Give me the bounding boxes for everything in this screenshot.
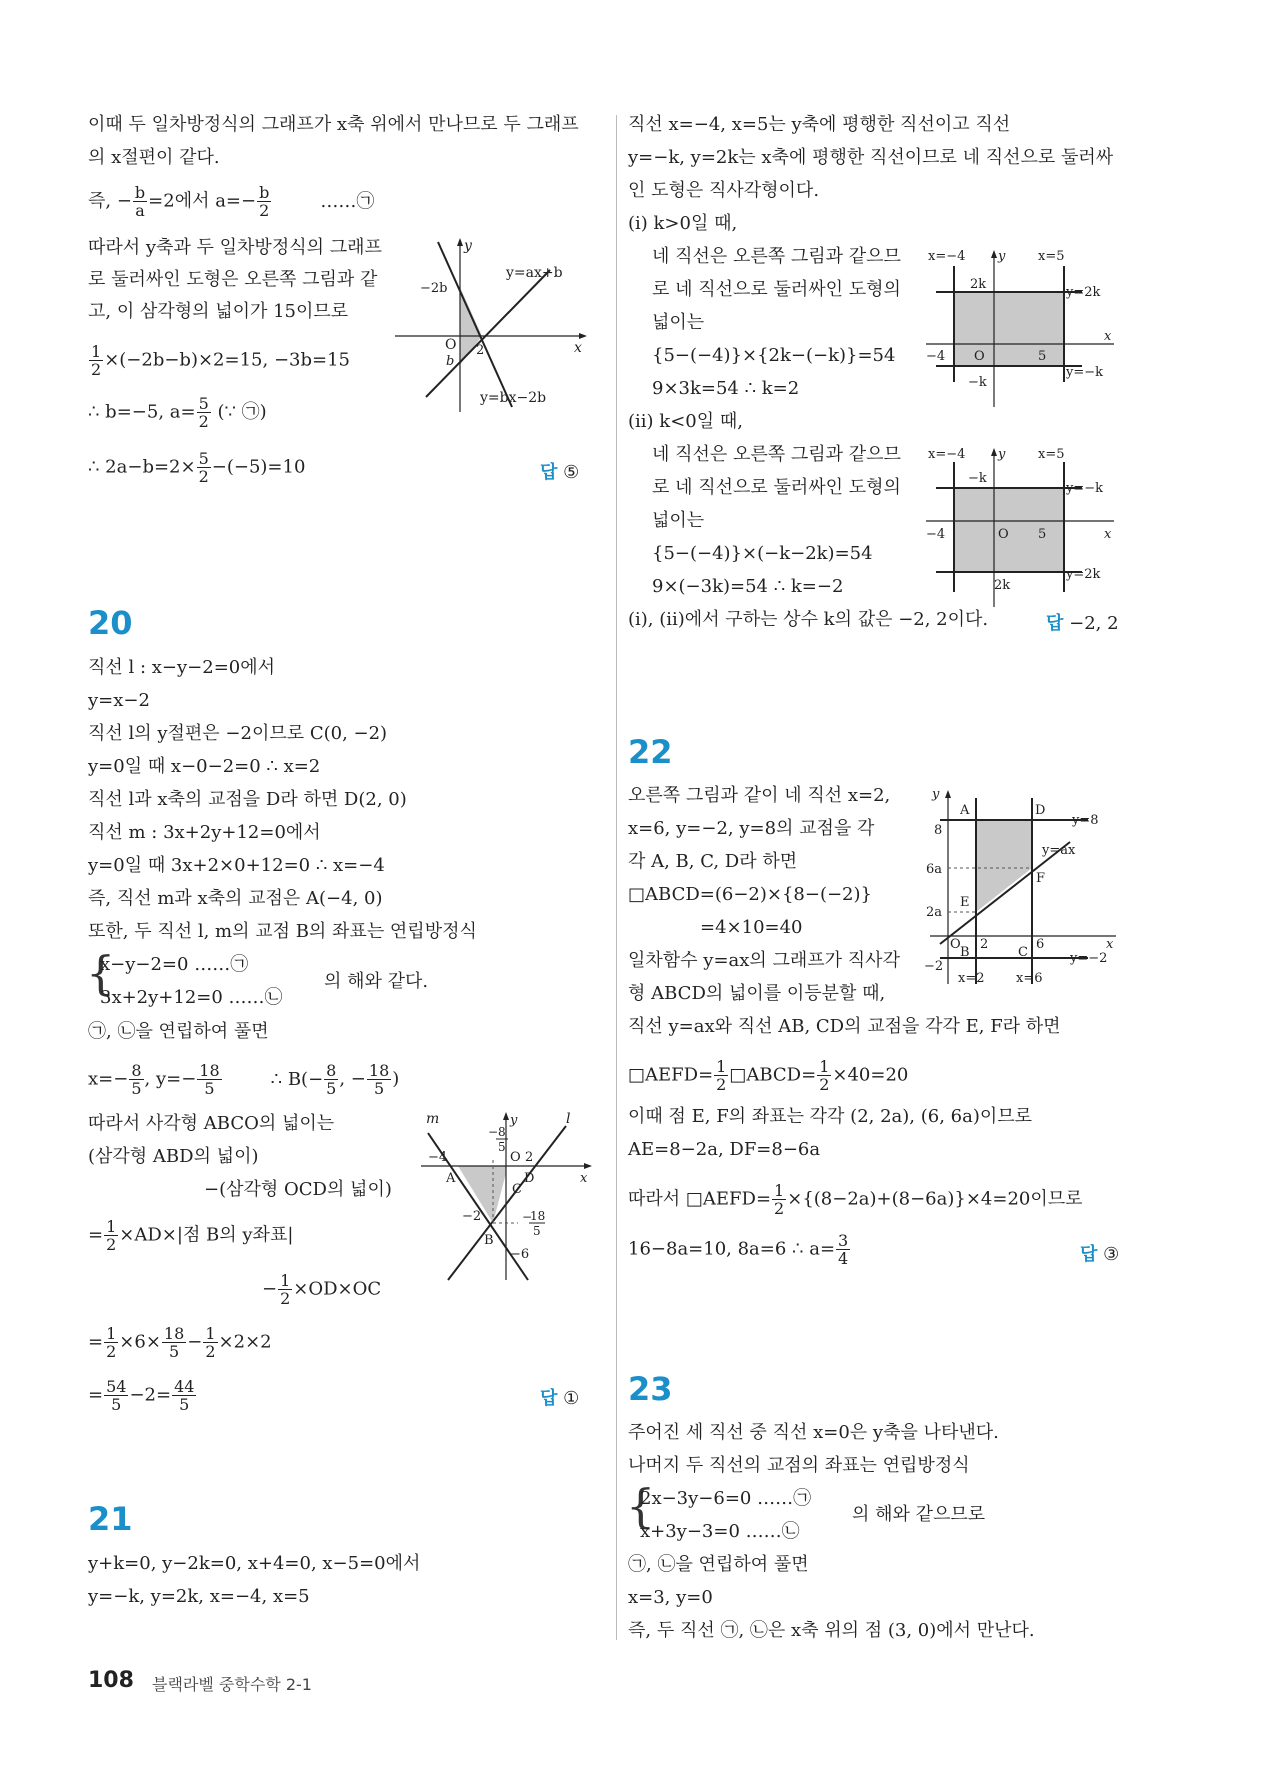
area-eq-19: $\frac{1}{2}$ ×(−2b−b)×2=15, −3b=15 xyxy=(91,342,350,379)
p20-area-line-2: (삼각형 ABD의 넓이) xyxy=(88,1146,259,1167)
para2-line-1: 따라서 y축과 두 일차방정식의 그래프 xyxy=(88,237,382,258)
graph21b-label-x: x xyxy=(1104,527,1112,542)
graph21a-label-x: x xyxy=(1104,329,1112,344)
graph21b-rect xyxy=(954,488,1064,572)
graph-19 xyxy=(390,232,590,418)
p20-sys-eq1: x−y−2=0 ……㉠ xyxy=(100,954,249,975)
graph20-label-neg-8-5-sign: − xyxy=(488,1125,499,1139)
graph22-label-8: 8 xyxy=(934,823,943,838)
graph21a-label-ymk: y=−k xyxy=(1066,365,1104,380)
graph20-label-D: D xyxy=(524,1171,535,1186)
p22-area-eq: 따라서 □AEFD= $\frac{1}{2}$ ×{(8−2a)+(8−6a)}×4=20이므로 xyxy=(628,1181,1083,1218)
eq-1: 즉, − $\frac{b}{a}$ =2에서 a=− $\frac{b}{2}$ ……㉠ xyxy=(88,183,375,220)
p20-area-line-3: −(삼각형 OCD의 넓이) xyxy=(204,1179,392,1200)
p20-solve: ㉠, ㉡을 연립하여 풀면 xyxy=(88,1021,269,1042)
p23-after-3: 즉, 두 직선 ㉠, ㉡은 x축 위의 점 (3, 0)에서 만난다. xyxy=(628,1620,1035,1641)
p22-line-3: 각 A, B, C, D라 하면 xyxy=(628,851,798,872)
graph21a-label-m4: −4 xyxy=(926,349,946,364)
graph-20 xyxy=(418,1108,594,1286)
graph22-label-x: x xyxy=(1106,937,1114,952)
graph22-label-O: O xyxy=(950,937,961,952)
graph21a-label-5: 5 xyxy=(1038,349,1047,364)
graph20-label-neg-18-5-sign: − xyxy=(522,1210,533,1224)
graph21a-label-xm4: x=−4 xyxy=(928,249,966,264)
p20-line-6: 직선 m : 3x+2y+12=0에서 xyxy=(88,822,321,843)
graph22-label-2a: 2a xyxy=(926,905,943,920)
graph21a-label-x5: x=5 xyxy=(1038,249,1065,264)
p22-line-6: 일차함수 y=ax의 그래프가 직사각 xyxy=(628,950,900,971)
result-2: ∴ 2a−b=2× $\frac{5}{2}$ −(−5)=10 xyxy=(88,449,306,486)
graph19-label-l2: y=bx−2b xyxy=(480,390,547,406)
p21-line-1: y+k=0, y−2k=0, x+4=0, x−5=0에서 xyxy=(88,1553,421,1574)
graph20-label-x: x xyxy=(580,1171,588,1186)
p20-line-1: 직선 l : x−y−2=0에서 xyxy=(88,657,276,678)
graph22-label-m2: −2 xyxy=(924,959,944,974)
answer-19: 답 ⑤ xyxy=(540,462,580,483)
p20-area-line-1: 따라서 사각형 ABCO의 넓이는 xyxy=(88,1113,335,1134)
p22-line-8: 직선 y=ax와 직선 AB, CD의 교점을 각각 E, F라 하면 xyxy=(628,1016,1061,1037)
p21-case2-line-2: 로 네 직선으로 둘러싸인 도형의 xyxy=(652,477,901,498)
graph21b-label-mk: −k xyxy=(968,471,987,486)
p20-line-4: y=0일 때 x−0−2=0 ∴ x=2 xyxy=(88,756,321,777)
p21-case1-line-4: {5−(−4)}×{2k−(−k)}=54 xyxy=(652,345,896,366)
graph22-label-D: D xyxy=(1035,803,1046,818)
p21-case1: (ⅰ) k>0일 때, xyxy=(628,213,738,234)
graph19-label-m2b: −2b xyxy=(420,281,448,296)
graph21b-label-xm4: x=−4 xyxy=(928,447,966,462)
graph20-label-8-5-n: 8 xyxy=(498,1125,506,1139)
p20-line-2: y=x−2 xyxy=(88,690,150,711)
p21-line-2: y=−k, y=2k, x=−4, x=5 xyxy=(88,1586,310,1607)
graph20-label-m: m xyxy=(426,1111,440,1127)
graph20-label-m6: −6 xyxy=(510,1247,530,1262)
p20-sys-tail: 의 해와 같다. xyxy=(324,971,429,992)
graph22-label-yax: y=ax xyxy=(1042,843,1076,858)
intro-line-1: 이때 두 일차방정식의 그래프가 x축 위에서 만나므로 두 그래프 xyxy=(88,114,579,135)
graph21b-label-5: 5 xyxy=(1038,527,1047,542)
graph20-label-m2: −2 xyxy=(462,1209,482,1224)
p21-case2-line-5: 9×(−3k)=54 ∴ k=−2 xyxy=(652,576,844,597)
p21-case2-line-3: 넓이는 xyxy=(652,510,705,531)
graph19-label-b: b xyxy=(446,354,455,369)
graph22-label-6: 6 xyxy=(1036,937,1045,952)
graph21b-y-arrow xyxy=(991,448,997,456)
graph22-label-B: B xyxy=(960,945,970,960)
graph20-line-l xyxy=(448,1126,566,1280)
graph21a-label-y2k: y=2k xyxy=(1066,285,1101,300)
graph21a-label-O: O xyxy=(974,349,985,364)
result-1: ∴ b=−5, a= $\frac{5}{2}$ (∵ ㉠) xyxy=(88,394,267,431)
graph22-label-E: E xyxy=(960,895,970,910)
graph-21-case2 xyxy=(924,442,1118,612)
graph20-label-18-5-d: 5 xyxy=(533,1224,541,1238)
p22-coord: 이때 점 E, F의 좌표는 각각 (2, 2a), (6, 6a)이므로 xyxy=(628,1106,1033,1127)
p21-case1-line-5: 9×3k=54 ∴ k=2 xyxy=(652,378,800,399)
problem-23-number: 23 xyxy=(628,1370,673,1408)
p23-after-2: x=3, y=0 xyxy=(628,1587,713,1608)
graph20-label-y: y xyxy=(510,1113,518,1128)
graph19-label-l1: y=ax+b xyxy=(506,265,563,281)
p21-r-line-1: 직선 x=−4, x=5는 y축에 평행한 직선이고 직선 xyxy=(628,114,1011,135)
graph20-label-18-5-n: 18 xyxy=(530,1209,546,1223)
p21-conclusion: (ⅰ), (ⅱ)에서 구하는 상수 k의 값은 −2, 2이다. xyxy=(628,609,989,630)
problem-21-number: 21 xyxy=(88,1500,133,1538)
p21-r-line-3: 인 도형은 직사각형이다. xyxy=(628,180,820,201)
p20-area-eq-4: = $\frac{54}{5}$ −2= $\frac{44}{5}$ xyxy=(88,1377,195,1414)
p23-sys-eq2: x+3y−3=0 ……㉡ xyxy=(640,1521,800,1542)
book-title: 블랙라벨 중학수학 2-1 xyxy=(152,1675,312,1694)
graph19-x-arrow xyxy=(579,333,587,339)
graph22-label-F: F xyxy=(1036,871,1046,886)
graph20-label-O: O xyxy=(510,1150,521,1165)
graph19-y-arrow xyxy=(457,238,463,246)
graph21b-label-y2k: y=2k xyxy=(1066,567,1101,582)
graph22-label-ym2: y=−2 xyxy=(1070,951,1108,966)
graph21a-label-mk: −k xyxy=(968,375,987,390)
p20-system-brace: { xyxy=(86,946,116,1000)
graph22-label-2: 2 xyxy=(980,937,989,952)
problem-20-number: 20 xyxy=(88,604,133,642)
graph22-label-y8: y=8 xyxy=(1072,813,1099,828)
p21-case2: (ⅱ) k<0일 때, xyxy=(628,411,743,432)
graph19-label-o: O xyxy=(445,337,457,353)
graph19-label-2: 2 xyxy=(476,343,485,358)
p21-case2-line-1: 네 직선은 오른쪽 그림과 같으므 xyxy=(652,444,901,465)
graph20-label-B: B xyxy=(484,1233,494,1248)
column-divider xyxy=(616,115,617,1640)
graph-22 xyxy=(920,784,1120,996)
answer-22: 답 ③ xyxy=(1080,1244,1120,1265)
p21-case1-line-3: 넓이는 xyxy=(652,312,705,333)
graph20-x-arrow xyxy=(584,1163,592,1169)
graph20-label-C: C xyxy=(512,1182,522,1197)
graph21a-label-2k: 2k xyxy=(970,277,987,292)
p22-line-7: 형 ABCD의 넓이를 이등분할 때, xyxy=(628,983,886,1004)
graph22-label-A: A xyxy=(960,803,970,818)
page-number: 108 xyxy=(88,1668,134,1693)
graph21b-label-2k: 2k xyxy=(994,578,1011,593)
graph22-label-x2: x=2 xyxy=(958,971,985,986)
graph22-y-arrow xyxy=(945,790,951,798)
graph21a-label-y: y xyxy=(998,249,1006,264)
graph21b-label-x5: x=5 xyxy=(1038,447,1065,462)
p20-area-eq-1: = $\frac{1}{2}$ ×AD×|점 B의 y좌표| xyxy=(88,1217,294,1254)
p20-solution: x=− $\frac{8}{5}$ , y=− $\frac{18}{5}$ ∴ B(− $\frac{8}{5}$ , − $\frac{18}{5}$ ) xyxy=(88,1061,400,1098)
intro-line-2: 의 x절편이 같다. xyxy=(88,147,220,168)
p22-line-5: =4×10=40 xyxy=(700,917,803,938)
para2-line-3: 고, 이 삼각형의 넓이가 15이므로 xyxy=(88,301,349,322)
p23-line-1: 주어진 세 직선 중 직선 x=0은 y축을 나타낸다. xyxy=(628,1422,999,1443)
graph20-label-8-5-d: 5 xyxy=(498,1140,506,1154)
graph22-label-C: C xyxy=(1018,945,1028,960)
p20-line-3: 직선 l의 y절편은 −2이므로 C(0, −2) xyxy=(88,723,388,744)
graph19-label-y: y xyxy=(464,238,472,254)
answer-21: 답 −2, 2 xyxy=(1046,613,1119,634)
p21-case2-line-4: {5−(−4)}×(−k−2k)=54 xyxy=(652,543,873,564)
p22-line-4: □ABCD=(6−2)×{8−(−2)} xyxy=(628,884,872,905)
p22-line-1: 오른쪽 그림과 같이 네 직선 x=2, xyxy=(628,785,891,806)
graph19-line-bx xyxy=(438,242,512,407)
p22-segments: AE=8−2a, DF=8−6a xyxy=(628,1139,821,1160)
p22-line-2: x=6, y=−2, y=8의 교점을 각 xyxy=(628,818,875,839)
graph21b-label-O: O xyxy=(998,527,1009,542)
p23-line-2: 나머지 두 직선의 교점의 좌표는 연립방정식 xyxy=(628,1455,970,1476)
p20-line-7: y=0일 때 3x+2×0+12=0 ∴ x=−4 xyxy=(88,855,385,876)
graph21b-label-ymk: y=−k xyxy=(1066,481,1104,496)
graph-21-case1 xyxy=(924,242,1118,412)
graph20-label-2: 2 xyxy=(525,1150,534,1165)
graph20-label-m4: −4 xyxy=(428,1150,448,1165)
p20-sys-eq2: 3x+2y+12=0 ……㉡ xyxy=(100,987,283,1008)
p20-line-8: 즉, 직선 m과 x축의 교점은 A(−4, 0) xyxy=(88,888,383,909)
graph22-label-6a: 6a xyxy=(926,862,943,877)
p23-after-1: ㉠, ㉡을 연립하여 풀면 xyxy=(628,1554,809,1575)
graph19-label-x: x xyxy=(574,340,582,356)
p23-system-brace: { xyxy=(626,1479,656,1533)
p22-final: 16−8a=10, 8a=6 ∴ a= $\frac{3}{4}$ xyxy=(628,1231,849,1268)
graph21b-label-m4: −4 xyxy=(926,527,946,542)
p20-area-eq-3: = $\frac{1}{2}$ ×6× $\frac{18}{5}$ − $\frac{1}{2}$ ×2×2 xyxy=(88,1324,272,1361)
p21-r-line-2: y=−k, y=2k는 x축에 평행한 직선이므로 네 직선으로 둘러싸 xyxy=(628,147,1114,168)
p20-line-5: 직선 l과 x축의 교점을 D라 하면 D(2, 0) xyxy=(88,789,407,810)
problem-22-number: 22 xyxy=(628,733,673,771)
para2-line-2: 로 둘러싸인 도형은 오른쪽 그림과 같 xyxy=(88,269,378,290)
p21-case1-line-1: 네 직선은 오른쪽 그림과 같으므 xyxy=(652,246,901,267)
graph21a-rect xyxy=(954,292,1064,366)
graph20-label-A: A xyxy=(446,1171,456,1186)
p21-case1-line-2: 로 네 직선으로 둘러싸인 도형의 xyxy=(652,279,901,300)
graph22-label-x6: x=6 xyxy=(1016,971,1043,986)
p22-aefd-eq: □AEFD= $\frac{1}{2}$ □ABCD= $\frac{1}{2}$ ×40=20 xyxy=(628,1057,909,1094)
graph20-y-arrow xyxy=(503,1112,509,1120)
p20-line-9: 또한, 두 직선 l, m의 교점 B의 좌표는 연립방정식 xyxy=(88,921,477,942)
answer-20: 답 ① xyxy=(540,1388,580,1409)
p23-sys-eq1: 2x−3y−6=0 ……㉠ xyxy=(640,1488,812,1509)
graph20-label-l: l xyxy=(566,1111,571,1127)
graph22-label-y: y xyxy=(932,787,940,802)
p20-area-eq-2: − $\frac{1}{2}$ ×OD×OC xyxy=(262,1271,382,1308)
graph22-shaded-aefd xyxy=(976,820,1032,912)
p23-sys-tail: 의 해와 같으므로 xyxy=(852,1504,986,1525)
graph21b-label-y: y xyxy=(998,447,1006,462)
graph21a-y-arrow xyxy=(991,250,997,258)
